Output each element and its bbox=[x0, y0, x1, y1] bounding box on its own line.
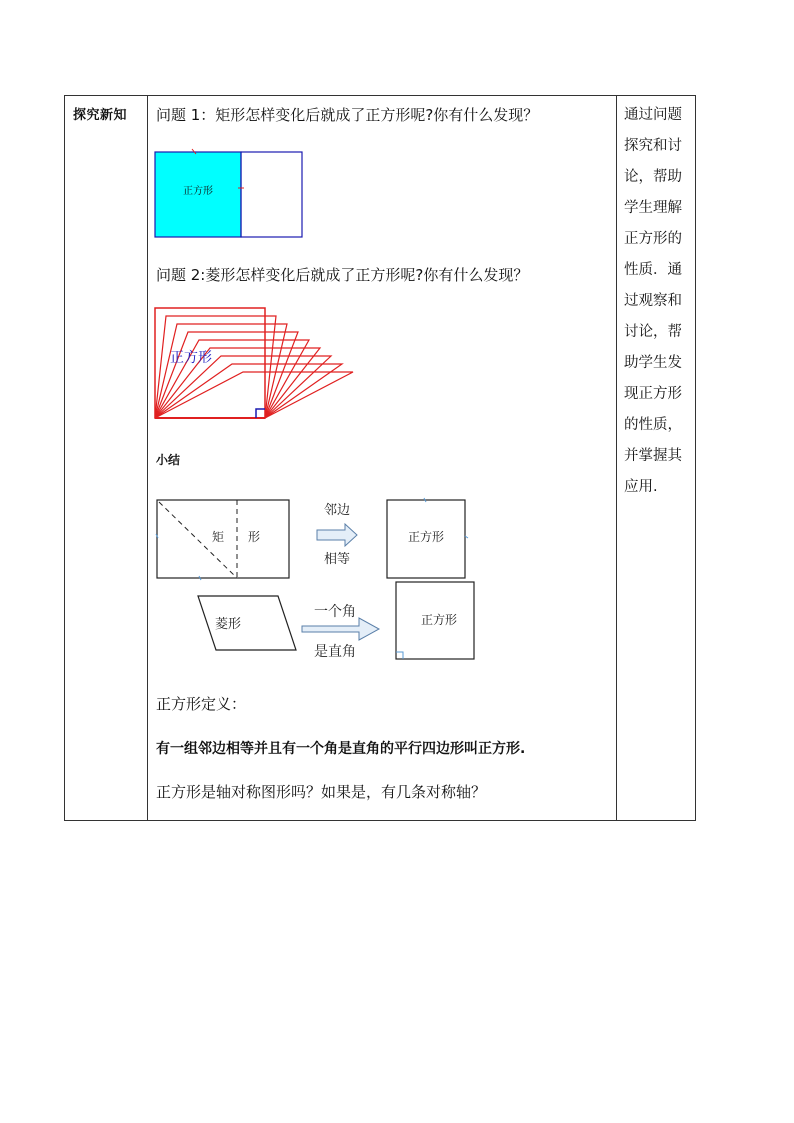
right-angle-mark bbox=[256, 409, 265, 418]
rhombus-summary-figure bbox=[154, 578, 484, 670]
rhombus-outline bbox=[155, 372, 353, 418]
arrow-icon bbox=[302, 618, 379, 640]
rhombus-outline bbox=[155, 332, 298, 418]
definition-title: 正方形定义： bbox=[156, 695, 247, 713]
fan-square-label: 正方形 bbox=[170, 350, 212, 366]
rhombus-outline bbox=[155, 316, 276, 418]
rectangle-to-square-figure bbox=[154, 146, 314, 246]
arrow-top-text: 一个角 bbox=[314, 604, 356, 620]
question-3: 正方形是轴对称图形吗？如果是，有几条对称轴？ bbox=[156, 783, 487, 801]
teaching-note bbox=[617, 96, 695, 503]
note-line: 现正方形 bbox=[624, 386, 682, 402]
note-cell bbox=[617, 96, 696, 821]
arrow-bottom-text: 相等 bbox=[323, 552, 351, 567]
rhombus-to-square-figure bbox=[154, 304, 364, 424]
lesson-table bbox=[64, 95, 696, 821]
note-line: 探究和讨 bbox=[624, 138, 682, 154]
question-1: 问题 1：矩形怎样变化后就成了正方形呢?你有什么发现？ bbox=[156, 106, 539, 124]
rect-char-1: 矩 bbox=[211, 530, 225, 544]
right-angle-mark bbox=[396, 652, 403, 659]
section-label-cell bbox=[65, 96, 148, 821]
dashed-diagonal bbox=[159, 502, 237, 578]
arrow-icon bbox=[317, 524, 357, 546]
note-line: 过观察和 bbox=[624, 293, 682, 309]
note-line: 助学生发 bbox=[624, 355, 682, 371]
note-line: 并掌握其 bbox=[624, 448, 682, 464]
rect-char-2: 形 bbox=[247, 530, 261, 544]
summary-title: 小结 bbox=[156, 453, 181, 467]
note-line: 讨论，帮 bbox=[624, 324, 682, 340]
note-line: 应用. bbox=[624, 479, 658, 495]
note-line: 正方形的 bbox=[624, 231, 682, 247]
result-square-label: 正方形 bbox=[420, 613, 458, 627]
square-label: 正方形 bbox=[183, 186, 213, 197]
note-line: 性质．通 bbox=[624, 262, 682, 278]
arrow-bottom-text: 是直角 bbox=[314, 644, 356, 660]
content-cell bbox=[148, 96, 617, 821]
arrow-top-text: 邻边 bbox=[323, 503, 351, 518]
rectangle-summary-figure bbox=[154, 492, 474, 584]
rectangle-remainder bbox=[241, 152, 302, 237]
note-line: 学生理解 bbox=[624, 200, 682, 216]
rhombus bbox=[198, 596, 296, 650]
rhombus-fan bbox=[155, 316, 353, 418]
definition-text: 有一组邻边相等并且有一个角是直角的平行四边形叫正方形. bbox=[156, 741, 526, 757]
note-line: 通过问题 bbox=[624, 107, 682, 123]
note-line: 论，帮助 bbox=[624, 169, 682, 185]
result-square-label: 正方形 bbox=[407, 530, 445, 544]
rhombus-label: 菱形 bbox=[214, 617, 242, 632]
section-label: 探究新知 bbox=[73, 108, 128, 123]
note-line: 的性质， bbox=[624, 417, 682, 433]
question-2: 问题 2:菱形怎样变化后就成了正方形呢?你有什么发现？ bbox=[156, 266, 529, 284]
